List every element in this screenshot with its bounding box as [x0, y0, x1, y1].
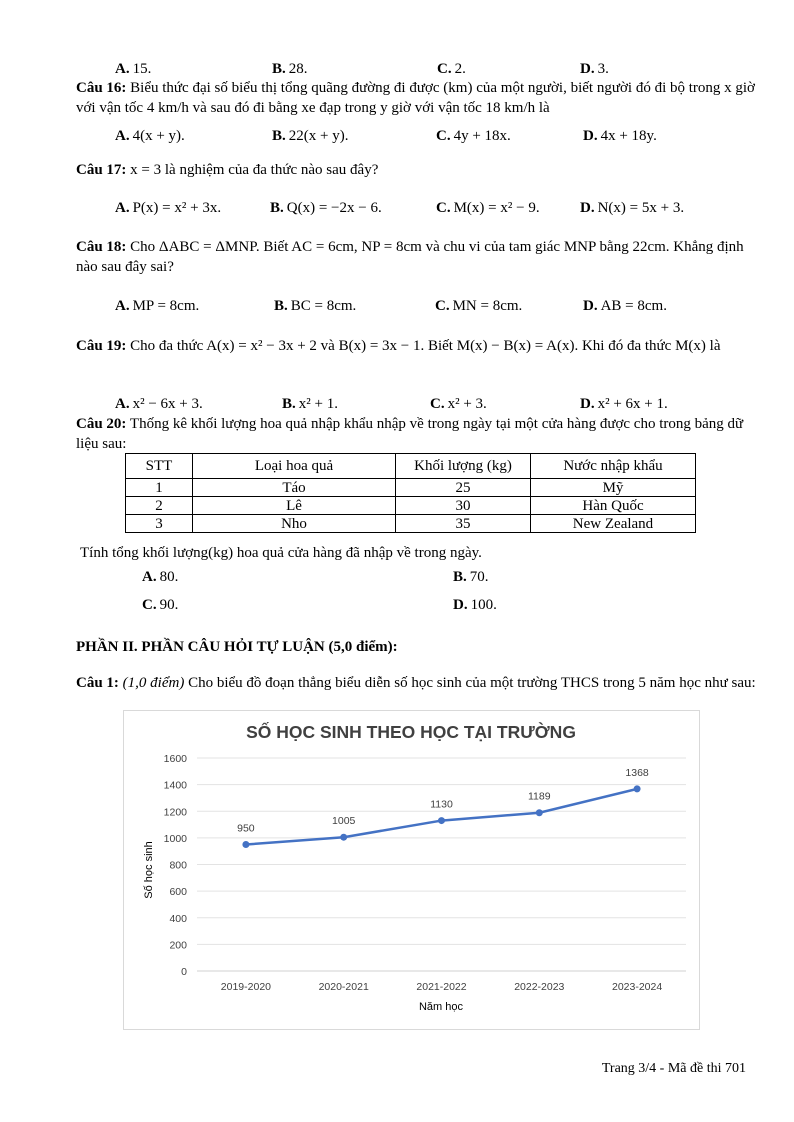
- y-tick-label: 1200: [163, 806, 187, 819]
- q19-option-a: A. x² − 6x + 3.: [115, 396, 203, 412]
- table-header: Loại hoa quả: [193, 454, 396, 479]
- table-cell: 1: [126, 479, 193, 497]
- q18-option-b: B. BC = 8cm.: [274, 298, 357, 314]
- x-tick-label: 2021-2022: [416, 981, 467, 993]
- page-footer: Trang 3/4 - Mã đề thi 701: [601, 1061, 746, 1076]
- table-cell: Lê: [193, 497, 396, 515]
- q15-option-c: C. 2.: [437, 61, 466, 77]
- table-cell: 3: [126, 515, 193, 533]
- y-tick-label: 0: [181, 966, 187, 978]
- data-point: [242, 841, 249, 848]
- line-chart-container: [123, 710, 700, 1030]
- table-cell: 35: [396, 515, 531, 533]
- q17-option-d: D. N(x) = 5x + 3.: [580, 200, 685, 216]
- q20-option-d: D. 100.: [453, 597, 497, 613]
- y-tick-label: 1000: [163, 832, 187, 845]
- data-point: [634, 785, 641, 792]
- fruit-import-table: [125, 453, 696, 533]
- q18-stem: Câu 18: Cho ΔABC = ΔMNP. Biết AC = 6cm, NP = 8cm và chu vi của tam giác MNP bằng 22cm. Khẳng định nào sau đây sai?: [76, 239, 744, 275]
- q17-option-a: A. P(x) = x² + 3x.: [115, 200, 222, 216]
- q18-option-d: D. AB = 8cm.: [583, 298, 667, 314]
- part2-q1-stem: Câu 1: (1,0 điểm) Cho biểu đồ đoạn thẳng biểu diễn số học sinh của một trường THCS trong 5 năm học như sau:: [76, 675, 756, 691]
- x-tick-label: 2020-2021: [318, 981, 369, 993]
- y-tick-label: 1400: [163, 779, 187, 792]
- data-label: 950: [237, 822, 255, 835]
- line-chart: [124, 711, 699, 1029]
- q19-option-b: B. x² + 1.: [282, 396, 338, 412]
- table-header: STT: [126, 454, 193, 479]
- q15-option-b: B. 28.: [272, 61, 308, 77]
- q16-option-c: C. 4y + 18x.: [436, 128, 511, 144]
- table-cell: New Zealand: [531, 515, 696, 533]
- data-label: 1189: [528, 790, 551, 803]
- q20-option-c: C. 90.: [142, 597, 179, 613]
- table-cell: Táo: [193, 479, 396, 497]
- q19-option-c: C. x² + 3.: [430, 396, 487, 412]
- series-line: [246, 789, 637, 845]
- table-row: [126, 497, 696, 515]
- q18-option-c: C. MN = 8cm.: [435, 298, 523, 314]
- table-cell: Mỹ: [531, 479, 696, 497]
- q18-option-a: A. MP = 8cm.: [115, 298, 200, 314]
- data-label: 1005: [332, 815, 356, 828]
- q20-option-a: A. 80.: [142, 569, 179, 585]
- data-point: [438, 817, 445, 824]
- table-cell: 30: [396, 497, 531, 515]
- y-axis-label: Số học sinh: [143, 841, 155, 899]
- q20-stem: Câu 20: Thống kê khối lượng hoa quả nhập khẩu nhập về trong ngày tại một cửa hàng được cho trong bảng dữ liệu sau:: [76, 416, 744, 452]
- table-cell: Hàn Quốc: [531, 497, 696, 515]
- q20-question: Tính tổng khối lượng(kg) hoa quả cửa hàng đã nhập về trong ngày.: [80, 545, 482, 561]
- q19-stem: Câu 19: Cho đa thức A(x) = x² − 3x + 2 và B(x) = 3x − 1. Biết M(x) − B(x) = A(x). Khi đó đa thức M(x) là: [76, 338, 721, 354]
- x-tick-label: 2022-2023: [514, 981, 565, 993]
- table-header-row: [126, 454, 696, 479]
- table-header: Khối lượng (kg): [396, 454, 531, 479]
- table-cell: 2: [126, 497, 193, 515]
- table-cell: Nho: [193, 515, 396, 533]
- q16-option-b: B. 22(x + y).: [272, 128, 349, 144]
- q15-option-d: D. 3.: [580, 61, 609, 77]
- y-tick-label: 1600: [163, 753, 187, 765]
- data-point: [340, 834, 347, 841]
- y-tick-label: 800: [169, 859, 187, 872]
- y-tick-label: 600: [169, 886, 187, 899]
- q16-option-d: D. 4x + 18y.: [583, 128, 657, 144]
- q17-option-b: B. Q(x) = −2x − 6.: [270, 200, 382, 216]
- q19-option-d: D. x² + 6x + 1.: [580, 396, 668, 412]
- y-tick-label: 400: [169, 912, 187, 925]
- q17-stem: Câu 17: x = 3 là nghiệm của đa thức nào sau đây?: [76, 162, 379, 178]
- part2-heading: PHẦN II. PHẦN CÂU HỎI TỰ LUẬN (5,0 điểm):: [76, 639, 398, 655]
- table-row: [126, 479, 696, 497]
- data-label: 1130: [430, 798, 453, 811]
- chart-title: SỐ HỌC SINH THEO HỌC TẠI TRƯỜNG: [246, 722, 576, 742]
- table-row: [126, 515, 696, 533]
- q16-stem: Câu 16: Biểu thức đại số biểu thị tổng quãng đường đi được (km) của một người, biết người đó đi bộ trong x giờ với vận tốc 4 km/h và sau đó đi bằng xe đạp trong y giờ với vận tốc 18 km/h là: [76, 80, 755, 116]
- table-header: Nước nhập khẩu: [531, 454, 696, 479]
- data-label: 1368: [625, 766, 649, 779]
- q16-option-a: A. 4(x + y).: [115, 128, 185, 144]
- q20-option-b: B. 70.: [453, 569, 489, 585]
- x-tick-label: 2019-2020: [220, 981, 272, 993]
- data-point: [536, 809, 543, 816]
- x-axis-label: Năm học: [418, 1001, 464, 1013]
- q17-option-c: C. M(x) = x² − 9.: [436, 200, 540, 216]
- y-tick-label: 200: [169, 939, 187, 952]
- table-cell: 25: [396, 479, 531, 497]
- q15-option-a: A. 15.: [115, 61, 152, 77]
- x-tick-label: 2023-2024: [611, 981, 663, 993]
